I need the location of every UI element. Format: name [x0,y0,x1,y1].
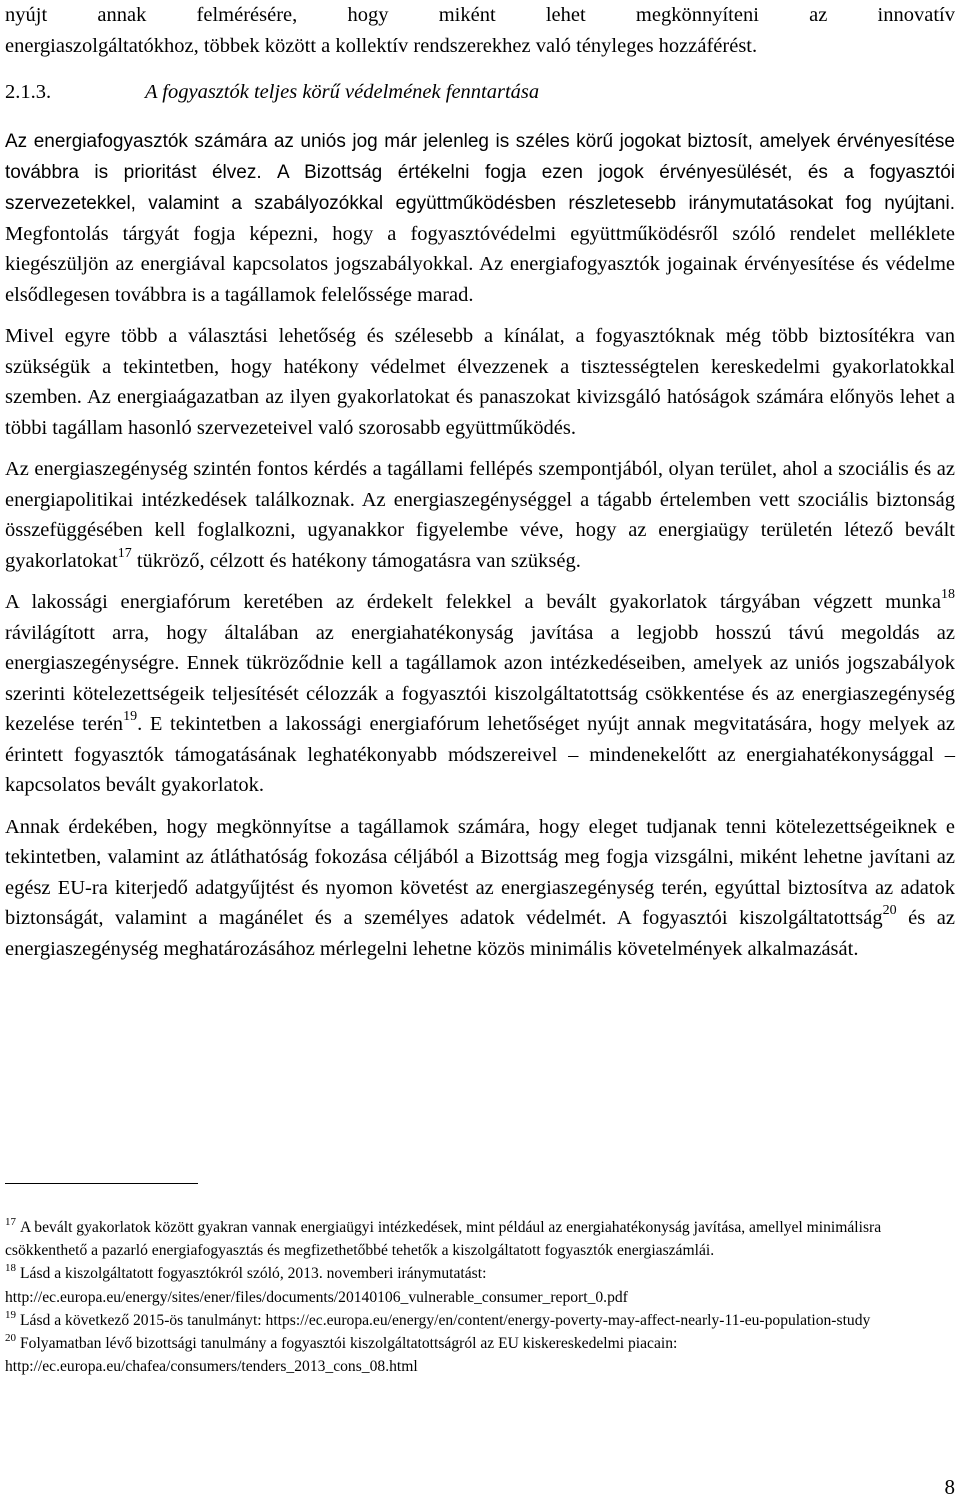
paragraph-5-part-a: Annak érdekében, hogy megkönnyítse a tagállamok számára, hogy eleget tudjanak tenni kötelezettségeiknek e tekintetben, valamint az átláthatóság fokozása céljából a Bizottság meg fogja vizsgálni, miként lehetne javítani az egész EU-ra kiterjedő adatgyűjtést és nyomon követést az energiaszegénység terén, egyúttal biztosítva az adatok biztonságát, valamint a magánélet és a személyes adatok védelmét. A fogyasztói kiszolgáltatottság [5,815,955,929]
page-number: 8 [944,1475,955,1499]
footnote-number: 20 [5,1331,16,1344]
paragraph-5-part-b: és az energiaszegénység meghatározásához mérlegelni lehetne közös minimális követelmények alkalmazását. [5,907,955,960]
paragraph-3-part-b: tükröző, célzott és hatékony támogatásra van szükség. [131,549,581,572]
paragraph-4-part-a: A lakossági energiafórum keretében az érdekelt felekkel a bevált gyakorlatok tárgyában végzett munka [5,591,941,613]
footnote-separator [5,1183,198,1184]
paragraph-1 [5,126,955,311]
paragraph-5 [5,812,955,965]
paragraph-4-part-b: rávilágított arra, hogy általában az energiahatékonyság javítása a legjobb hosszú távú megoldás az energiaszegénységre. Ennek tükröződnie kell a tagállamok azon intézkedéseiben, amelyek az uniós jogszabályok szerinti kötelezettségeik teljesítését célozzák a fogyasztói kiszolgáltatottság csökkentése és az energiaszegénység kezelése terén [5,621,955,735]
footnote-ref-19[interactable]: 19 [123,709,138,725]
paragraph-4 [5,587,955,801]
footnote-18 [5,1262,955,1308]
footnote-text[interactable]: Folyamatban lévő bizottsági tanulmány a fogyasztói kiszolgáltatottságról az EU kiskereskedelmi piacain: http://ec.europa.eu/chafea/consumers/tenders_2013_cons_08.html [5,1335,678,1376]
section-title: A fogyasztók teljes körű védelmének fenntartása [145,81,540,103]
footnote-text[interactable]: Lásd a kiszolgáltatott fogyasztókról szóló, 2013. novemberi iránymutatást: http://ec.europa.eu/energy/sites/ener/files/documents/20140106_vulnerable_consumer_report_0.pdf [5,1265,628,1306]
footnote-ref-17[interactable]: 17 [117,545,132,561]
intro-line-2: energiaszolgáltatókhoz, többek között a kollektív rendszerekhez való tényleges hozzáférést. [5,34,758,57]
paragraph-2: Mivel egyre több a választási lehetőség és szélesebb a kínálat, a fogyasztóknak még több biztosítékra van szükségük a tekintetben, hogy hatékony védelmet élvezzenek a tisztességtelen kereskedelmi gyakorlatokkal szemben. Az energiaágazatban az ilyen gyakorlatokat és panaszokat kivizsgáló hatóságok számára előnyös lehet a többi tagállam hasonló szervezeteivel való szorosabb együttműködés. [5,325,955,439]
footnote-19 [5,1309,955,1332]
footnote-17 [5,1216,955,1262]
footnote-number: 17 [5,1215,16,1228]
section-number: 2.1.3. [5,81,52,103]
section-heading [5,77,955,108]
footnotes [5,1216,955,1378]
paragraph-3-part-a: Az energiaszegénység szintén fontos kérdés a tagállami fellépés szempontjából, olyan terület, ahol a szociális és az energiapolitikai intézkedések találkoznak. Az energiaszegénységgel a tágabb értelemben vett szociális biztonság összefüggésében kell foglalkozni, ugyanakkor figyelembe véve, hogy az energiaügy területén létező bevált gyakorlatokat [5,458,955,572]
footnote-number: 19 [5,1308,16,1321]
paragraph-1-part-c: Megfontolás tárgyát fogja képezni, hogy a fogyasztóvédelmi együttműködésről szóló rendelet melléklete kiegészüljön az energiával kapcsolatos jogszabályokkal. Az energiafogyasztók jogainak érvényesítése és védelme elsődlegesen továbbra is a tagállamok felelőssége marad. [5,222,955,306]
intro-line-1: nyújt annak felmérésére, hogy miként lehet megkönnyíteni az innovatív [5,4,955,26]
footnote-text[interactable]: Lásd a következő 2015-ös tanulmányt: https://ec.europa.eu/energy/en/content/energy-poverty-may-affect-nearly-11-eu-population-study [20,1311,871,1329]
footnote-ref-18[interactable]: 18 [941,587,955,603]
paragraph-4-part-c: . E tekintetben a lakossági energiafórum lehetőséget nyújt annak megvitatására, hogy melyek az érintett fogyasztók támogatásának leghatékonyabb módszereivel – mindenekelőtt az energiahatékonysággal – kapcsolatos bevált gyakorlatok. [5,713,955,796]
paragraph-1-part-a: Az energiafogyasztók számára az uniós jog már jelenleg is széles körű jogokat biztosít, amelyek érvényesítése továbbra is prioritást élvez. [5,130,955,183]
footnote-number: 18 [5,1262,16,1275]
footnote-ref-20[interactable]: 20 [882,903,897,919]
paragraph-1-part-b: A Bizottság értékelni fogja ezen jogok érvényesülését, és a fogyasztói szervezetekkel, valamint a szabályozókkal együttműködésben részletesebb iránymutatásokat fog nyújtani. [5,161,955,214]
footnote-20 [5,1332,955,1378]
footnote-text: A bevált gyakorlatok között gyakran vannak energiaügyi intézkedések, mint például az energiahatékonyság javítása, amellyel minimálisra csökkenthető a pazarló energiafogyasztás és megfizethetőbbé tehetők a kiszolgáltatott fogyasztók energiaszámlái. [5,1219,882,1260]
document-page [5,0,955,1509]
paragraph-3 [5,454,955,576]
